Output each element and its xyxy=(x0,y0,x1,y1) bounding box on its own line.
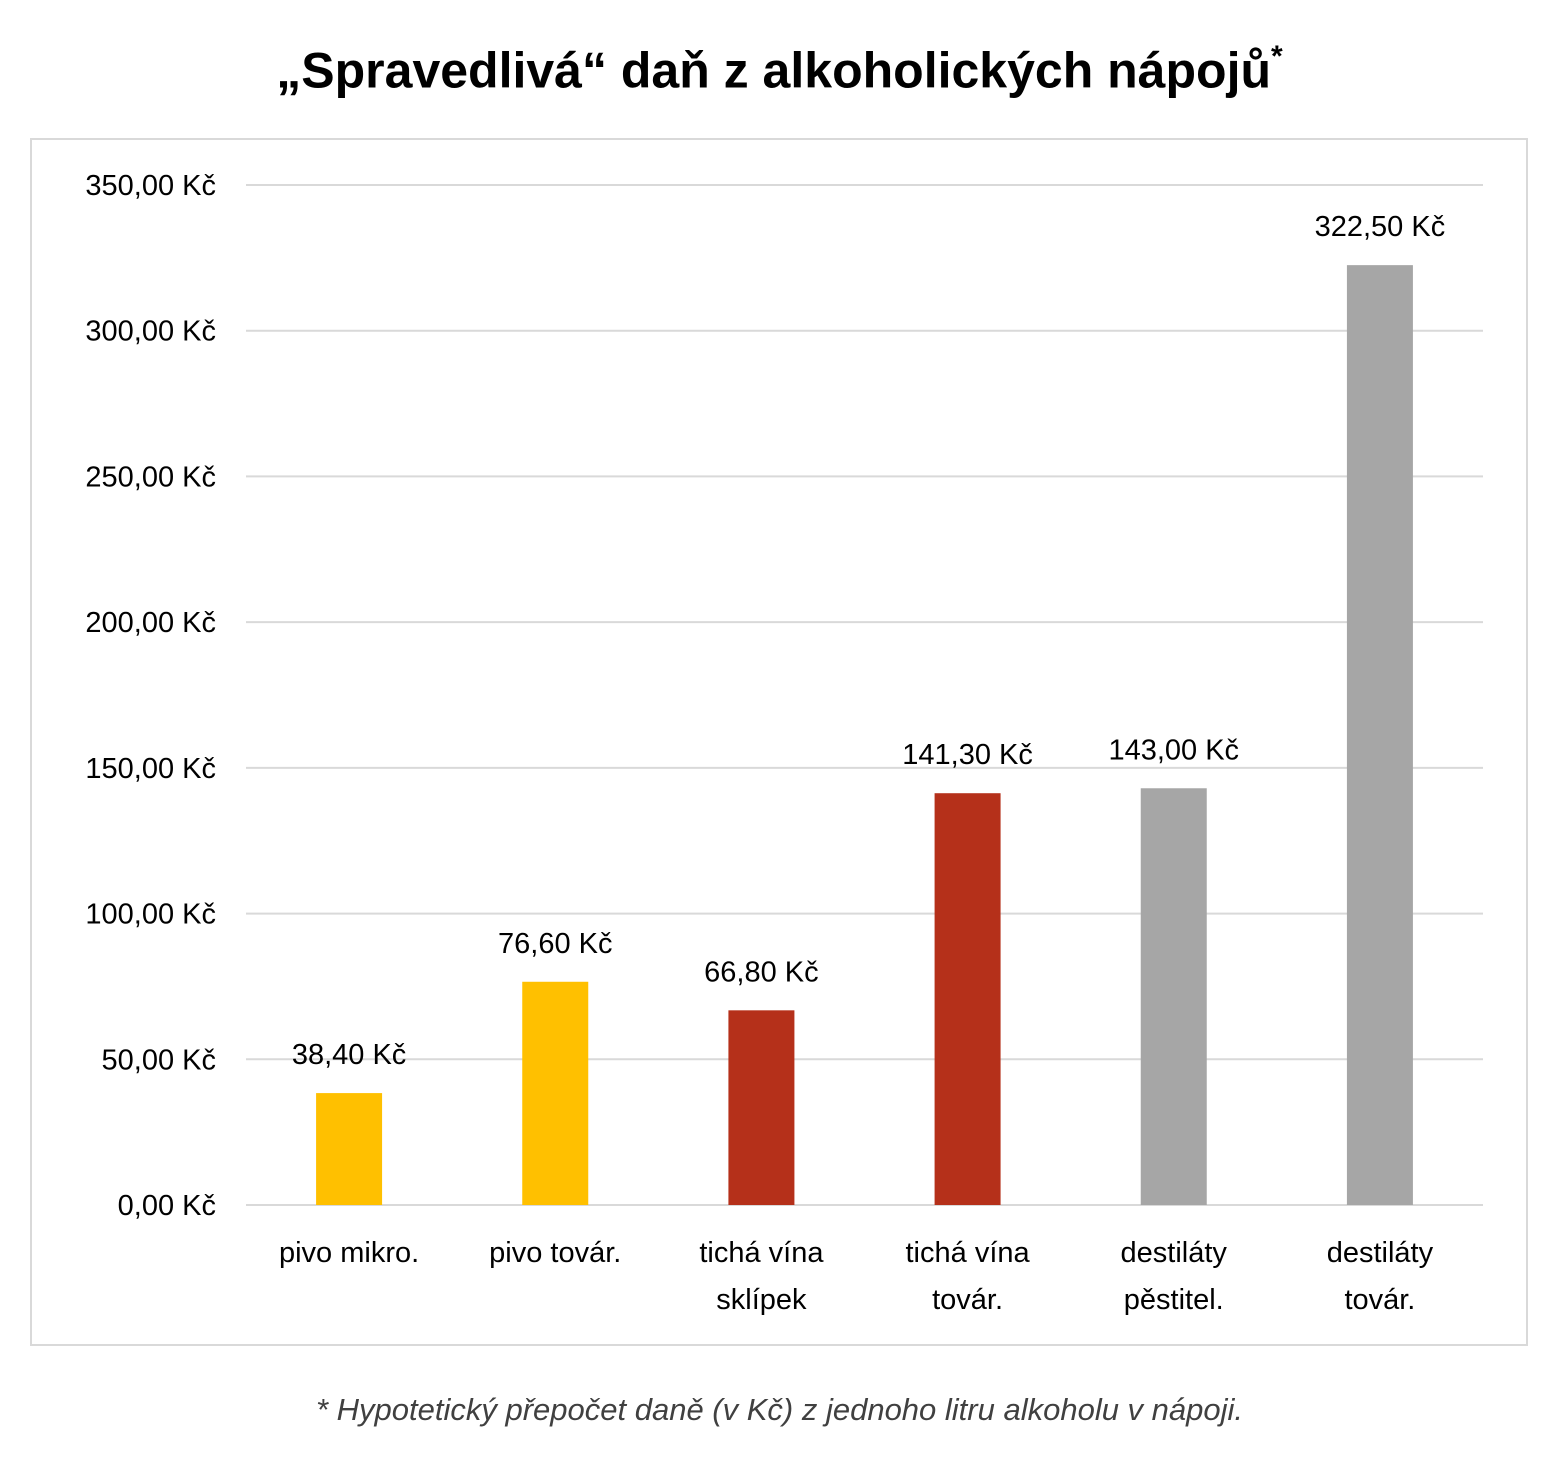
bar xyxy=(935,793,1001,1205)
x-tick-label xyxy=(489,1237,621,1269)
x-tick-label-line: pivo mikro. xyxy=(278,1237,420,1269)
bar xyxy=(522,982,588,1205)
data-label: 38,40 Kč xyxy=(291,1039,407,1072)
y-tick-label: 0,00 Kč xyxy=(117,1190,216,1222)
y-tick-label: 150,00 Kč xyxy=(85,752,216,785)
x-tick-label-line: továr. xyxy=(1344,1284,1416,1316)
x-tick-label-line: destiláty xyxy=(1326,1237,1434,1269)
y-tick-label: 300,00 Kč xyxy=(85,315,216,348)
data-label: 76,60 Kč xyxy=(498,927,613,960)
x-tick-label-line: sklípek xyxy=(716,1284,807,1316)
x-tick-label xyxy=(279,1237,419,1269)
chart-title-text: „Spravedlivá“ daň z alkoholických nápojů xyxy=(276,42,1272,99)
x-tick-label-line: pivo továr. xyxy=(489,1237,622,1269)
y-tick-label: 200,00 Kč xyxy=(85,607,216,640)
x-tick-label xyxy=(699,1237,824,1316)
data-label: 322,50 Kč xyxy=(1314,211,1446,244)
y-tick-label: 100,00 Kč xyxy=(85,898,216,931)
bar xyxy=(728,1010,794,1205)
x-tick-label-line: tichá vína xyxy=(699,1237,824,1269)
footnote: * Hypotetický přepočet daně (v Kč) z jednoho litru alkoholu v nápoji. xyxy=(315,1392,1244,1427)
data-label: 141,30 Kč xyxy=(902,739,1033,772)
bar xyxy=(1141,788,1207,1205)
bar xyxy=(1347,265,1413,1205)
chart-area xyxy=(30,138,1528,1346)
x-tick-label xyxy=(1327,1237,1434,1316)
x-tick-label-line: továr. xyxy=(932,1284,1004,1316)
y-tick-label: 50,00 Kč xyxy=(101,1044,216,1077)
y-tick-label: 350,00 Kč xyxy=(85,170,216,202)
x-tick-label xyxy=(1121,1237,1228,1316)
data-label: 143,00 Kč xyxy=(1108,734,1240,767)
bar-chart xyxy=(32,140,1526,1344)
chart-title-footnote-marker: * xyxy=(1271,40,1283,73)
x-tick-label-line: destiláty xyxy=(1120,1237,1227,1269)
x-tick-label-line: tichá vína xyxy=(905,1237,1030,1269)
bar xyxy=(316,1093,382,1205)
x-tick-label-line: pěstitel. xyxy=(1123,1284,1224,1316)
chart-title xyxy=(0,26,1559,106)
y-tick-label: 250,00 Kč xyxy=(85,461,216,494)
x-tick-label xyxy=(906,1237,1031,1316)
data-label: 66,80 Kč xyxy=(704,956,819,989)
